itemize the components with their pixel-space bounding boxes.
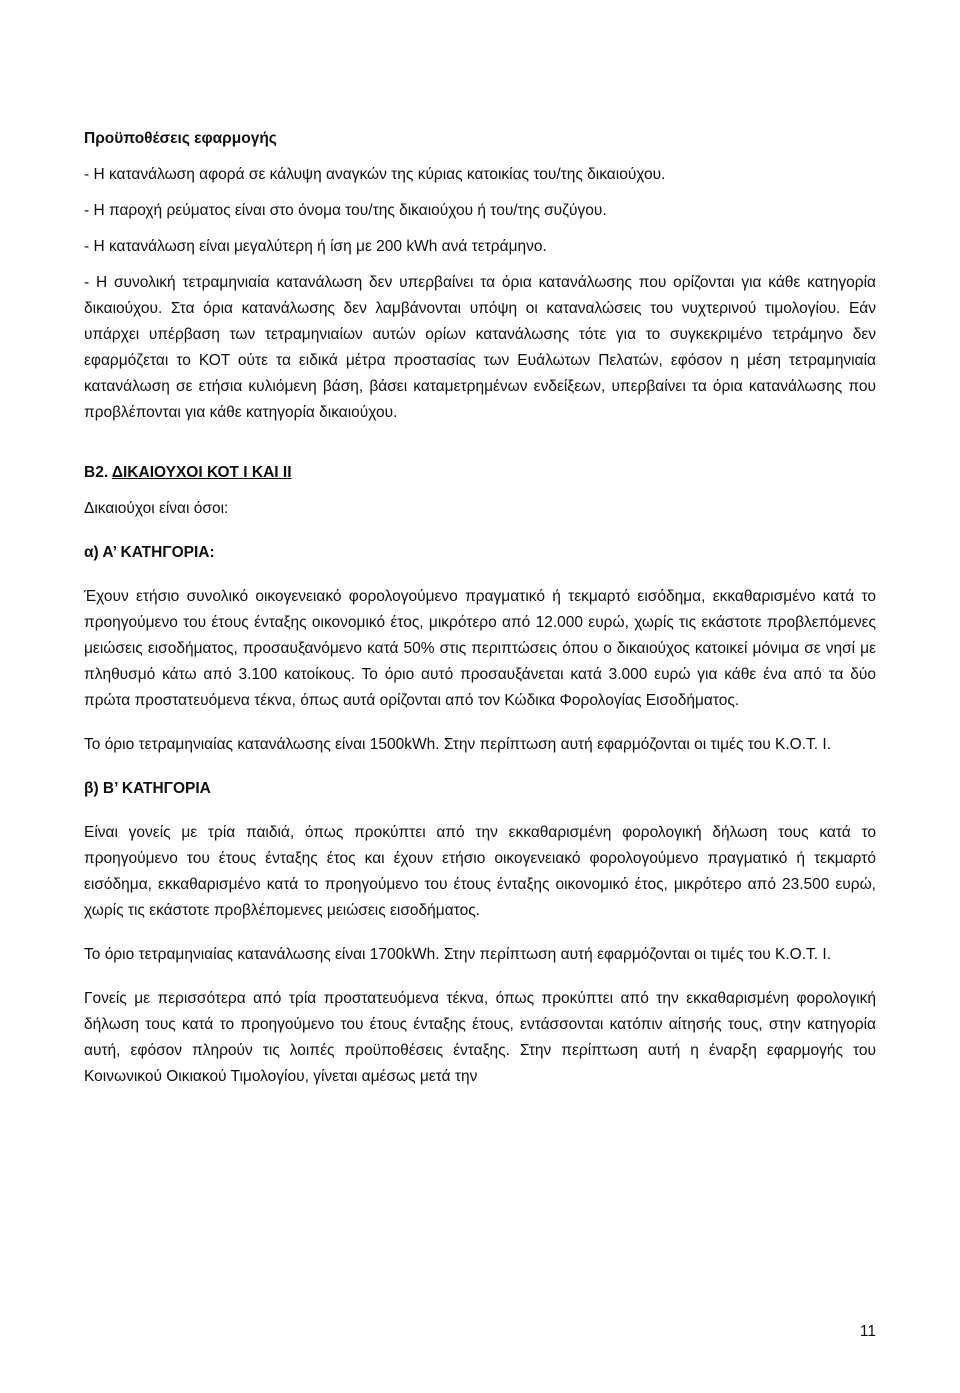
page-number: 11 xyxy=(859,1323,876,1340)
category-a-title: α) Α’ ΚΑΤΗΓΟΡΙΑ: xyxy=(84,544,215,561)
document-page xyxy=(84,126,876,1090)
category-a-text: Έχουν ετήσιο συνολικό οικογενειακό φορολογούμενο πραγματικό ή τεκμαρτό εισόδημα, εκκαθαρισμένο κατά το προηγούμενο του έτους ένταξης οικονομικό έτος, μικρότερο από 12.000 ευρώ, χωρίς τις εκάστοτε προβλεπόμενες μειώσεις εισοδήματος, προσαυξανόμενο κατά 50% στις περιπτώσεις όπου ο δικαιούχος κατοικεί μόνιμα σε νησί με πληθυσμό κάτω από 3.100 κατοίκους. Το όριο αυτό προσαυξάνεται κατά 3.000 ευρώ για κάθε ένα από τα δύο πρώτα προστατευόμενα τέκνα, όπως αυτά ορίζονται από τον Κώδικα Φορολογίας Εισοδήματος. xyxy=(84,588,876,709)
category-b-limit: Το όριο τετραμηνιαίας κατανάλωσης είναι 1700kWh. Στην περίπτωση αυτή εφαρμόζονται οι τιμές του Κ.Ο.Τ. Ι. xyxy=(84,946,832,963)
beneficiaries-intro: Δικαιούχοι είναι όσοι: xyxy=(84,500,229,517)
category-b-extra: Γονείς με περισσότερα από τρία προστατευόμενα τέκνα, όπως προκύπτει από την εκκαθαρισμένη φορολογική δήλωση τους κατά το προηγούμενο του έτους ένταξης έτους, εντάσσονται κατόπιν αίτησής τους, στην κατηγορία αυτή, εφόσον πληρούν τις λοιπές προϋποθέσεις ένταξης. Στην περίπτωση αυτή η έναρξη εφαρμογής του Κοινωνικού Οικιακού Τιμολογίου, γίνεται αμέσως μετά την xyxy=(84,990,876,1085)
section-b2-title: ΔΙΚΑΙΟΥΧΟΙ ΚΟΤ Ι ΚΑΙ ΙΙ xyxy=(111,464,292,481)
prereq-item-2: - Η παροχή ρεύματος είναι στο όνομα του/της δικαιούχου ή του/της συζύγου. xyxy=(84,202,607,219)
prereq-item-1: - Η κατανάλωση αφορά σε κάλυψη αναγκών της κύριας κατοικίας του/της δικαιούχου. xyxy=(84,166,666,183)
section-b2-heading xyxy=(84,460,876,486)
category-b-title: β) Β’ ΚΑΤΗΓΟΡΙΑ xyxy=(84,780,211,797)
category-b-text: Είναι γονείς με τρία παιδιά, όπως προκύπτει από την εκκαθαρισμένη φορολογική δήλωση τους κατά το προηγούμενο του έτους ένταξης έτος και έχουν ετήσιο οικογενειακό φορολογούμενο πραγματικό ή τεκμαρτό εισόδημα, εκκαθαρισμένο κατά το προηγούμενο του έτους ένταξης οικονομικό έτος, μικρότερο από 23.500 ευρώ, χωρίς τις εκάστοτε προβλέπομενες μειώσεις εισοδήματος. xyxy=(84,824,876,919)
prereq-item-3: - Η κατανάλωση είναι μεγαλύτερη ή ίση με 200 kWh ανά τετράμηνο. xyxy=(84,238,547,255)
prereq-item-4: - Η συνολική τετραμηνιαία κατανάλωση δεν υπερβαίνει τα όρια κατανάλωσης που ορίζονται για κάθε κατηγορία δικαιούχου. Στα όρια κατανάλωσης δεν λαμβάνονται υπόψη οι καταναλώσεις του νυχτερινού τιμολογίου. Εάν υπάρχει υπέρβαση των τετραμηνιαίων αυτών ορίων κατανάλωσης τότε για το συγκεκριμένο τετράμηνο δεν εφαρμόζεται το ΚΟΤ ούτε τα ειδικά μέτρα προστασίας των Ευάλωτων Πελατών, εφόσον η μέση τετραμηνιαία κατανάλωση σε ετήσια κυλιόμενη βάση, βάσει καταμετρημένων ενδείξεων, υπερβαίνει τα όρια κατανάλωσης που προβλέπονται για κάθε κατηγορία δικαιούχου. xyxy=(84,274,876,421)
heading-prerequisites: Προϋποθέσεις εφαρμογής xyxy=(84,130,277,147)
section-b2-prefix: Β2. xyxy=(84,464,112,481)
category-a-limit: Το όριο τετραμηνιαίας κατανάλωσης είναι 1500kWh. Στην περίπτωση αυτή εφαρμόζονται οι τιμές του Κ.Ο.Τ. Ι. xyxy=(84,736,832,753)
